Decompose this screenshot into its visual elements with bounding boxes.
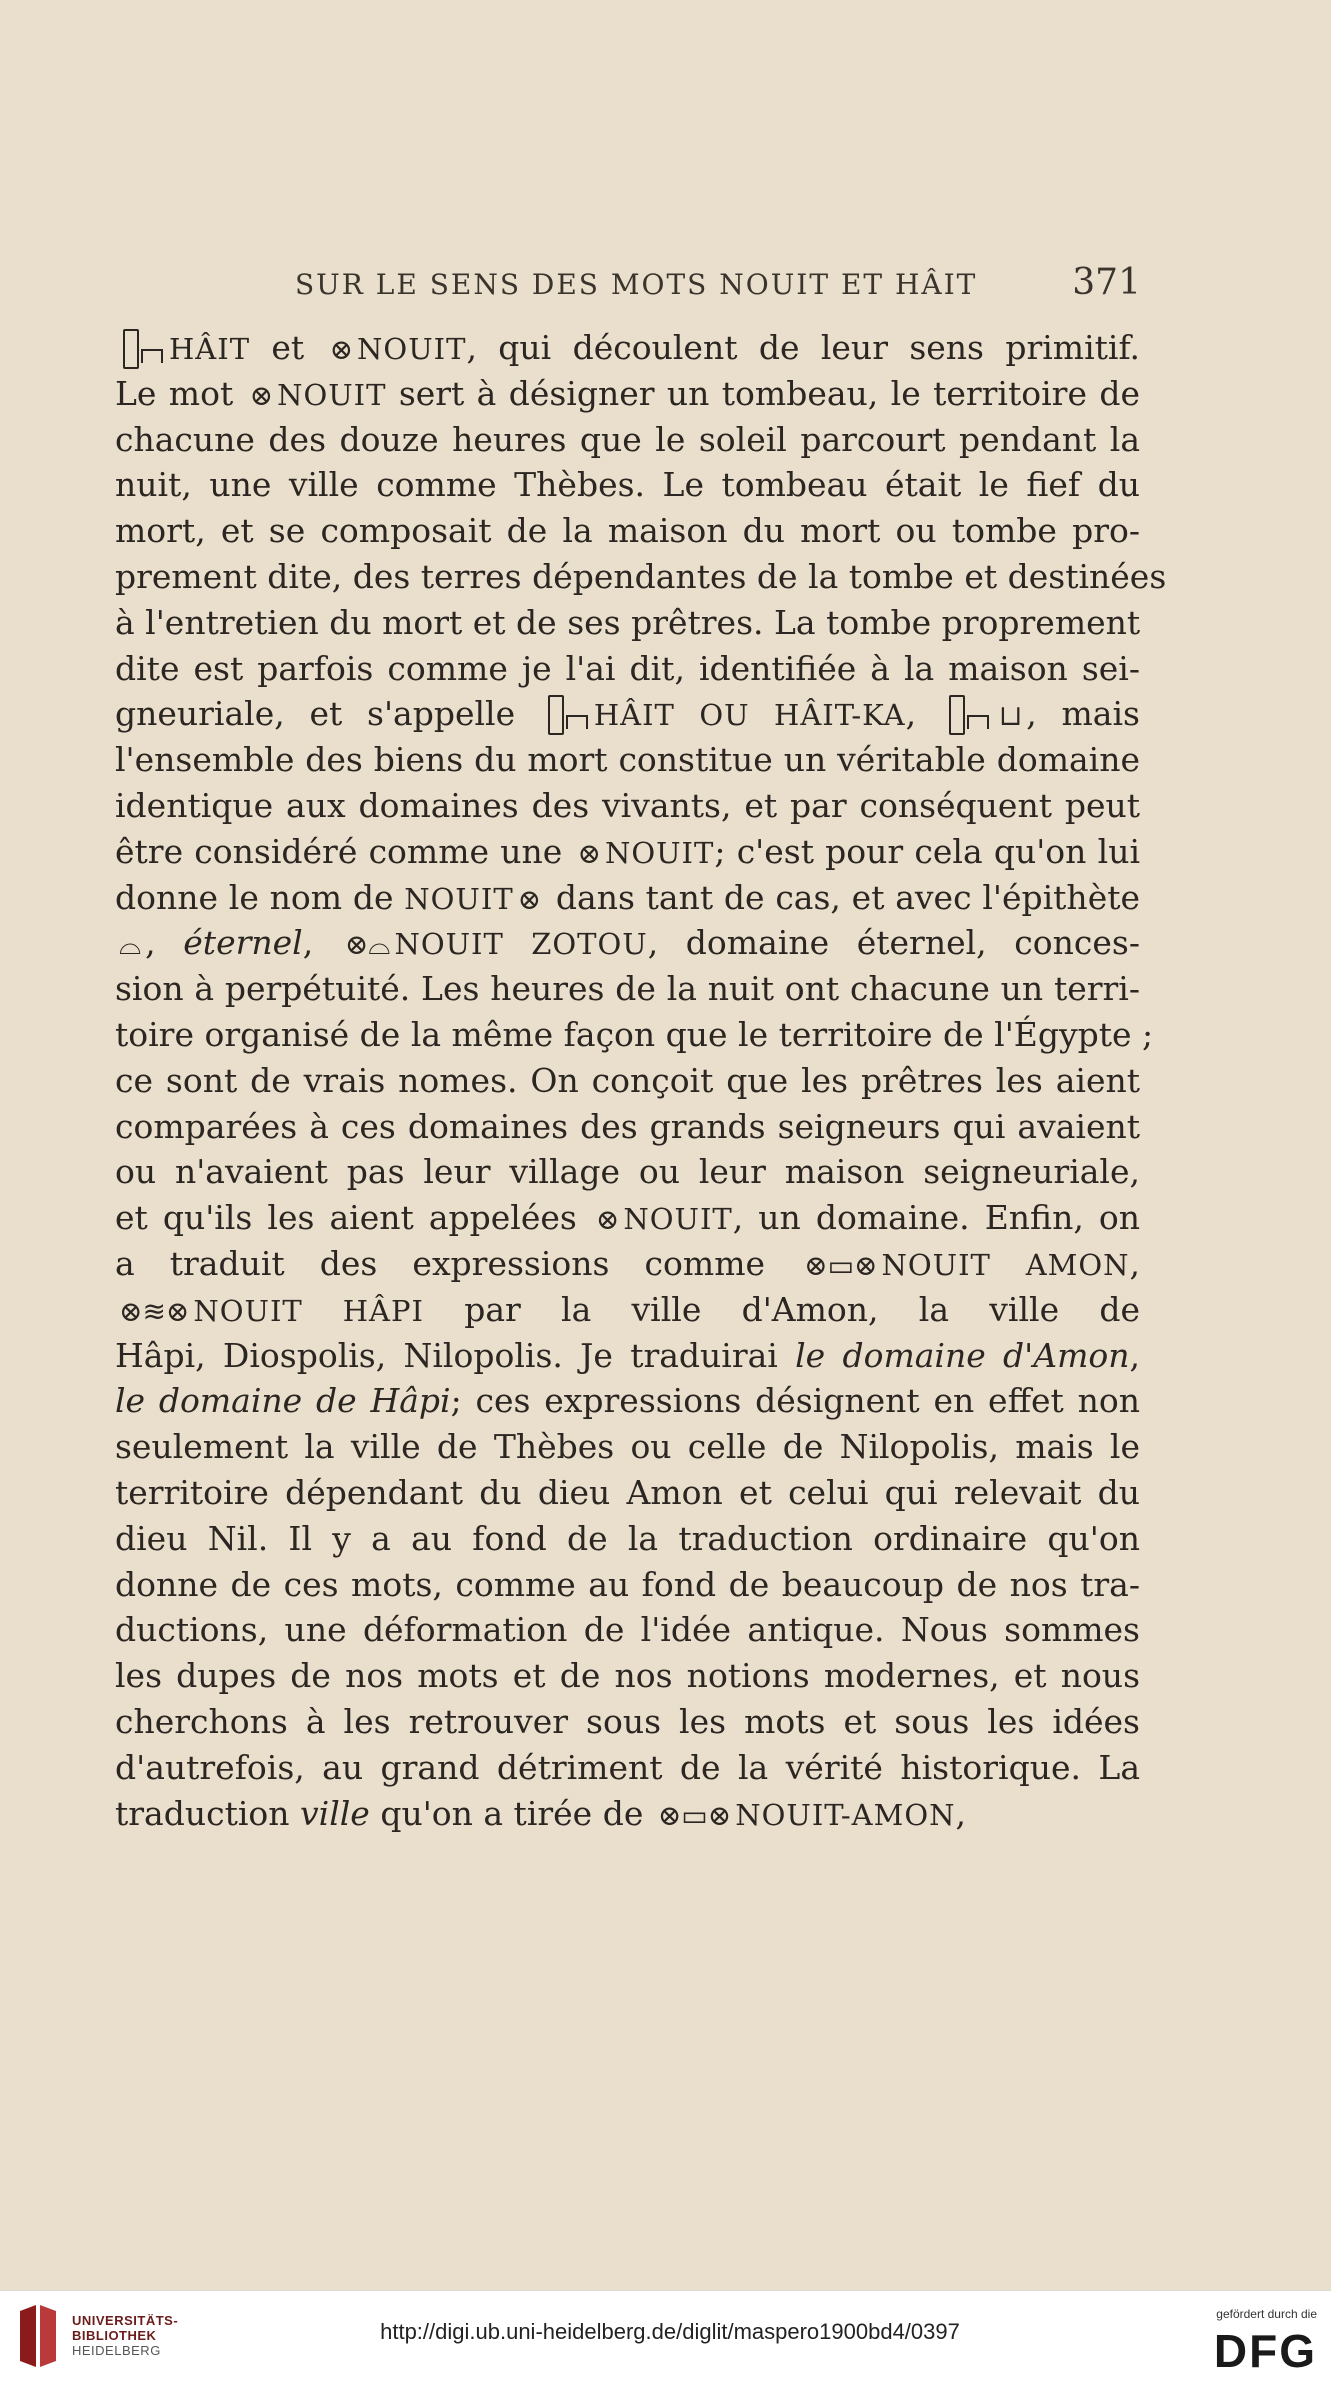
- hieroglyph-zotou-icon: ⌓: [119, 928, 142, 962]
- text-line: gneuriale, et s'appelle HÂIT OU HÂIT-KA, ⊔ , mais: [115, 691, 1140, 737]
- text-line: dieu Nil. Il y a au fond de la traduction ordinaire qu'on: [115, 1518, 1140, 1558]
- text-line: mort, et se composait de la maison du mort ou tombe pro-: [115, 511, 1140, 551]
- text-line: chacune des douze heures que le soleil parcourt pendant la: [115, 419, 1140, 459]
- running-head: [115, 262, 1141, 316]
- text-line: les dupes de nos mots et de nos notions modernes, et nous: [115, 1656, 1140, 1696]
- page-number: 371: [1072, 262, 1141, 303]
- text-line: être considéré comme une ⊗ NOUIT; c'est pour cela qu'on lui: [115, 831, 1141, 871]
- text-line: HÂIT et ⊗ NOUIT, qui découlent de leur sens primitif.: [115, 325, 1140, 371]
- text-line: territoire dépendant du dieu Amon et celui qui relevait du: [115, 1472, 1140, 1512]
- hieroglyph-nouit-icon: ⊗: [329, 333, 354, 366]
- text-line: nuit, une ville comme Thèbes. Le tombeau était le fief du: [115, 465, 1140, 505]
- hieroglyph-hait-icon: [119, 325, 165, 369]
- text-line: donne de ces mots, comme au fond de beaucoup de nos tra-: [115, 1564, 1140, 1604]
- text-line: cherchons à les retrouver sous les mots et sous les idées: [115, 1701, 1140, 1741]
- hieroglyph-nouit-icon: ⊗: [595, 1203, 620, 1237]
- hieroglyph-nouit-amon-icon: ⊗▭⊗: [657, 1798, 732, 1832]
- hieroglyph-amon-icon: ⊗▭⊗: [804, 1248, 878, 1282]
- text-line: a traduit des expressions comme ⊗▭⊗ NOUIT AMON,: [115, 1243, 1140, 1283]
- text-line: Le mot ⊗ NOUIT sert à désigner un tombeau, le territoire de: [115, 373, 1140, 413]
- text-line: traduction ville qu'on a tirée de ⊗▭⊗ NOUIT-AMON,: [115, 1793, 966, 1833]
- text-line: ce sont de vrais nomes. On conçoit que les prêtres les aient: [115, 1060, 1140, 1100]
- text-line: donne le nom de NOUIT ⊗ dans tant de cas, et avec l'épithète: [115, 877, 1141, 917]
- text-line: ductions, une déformation de l'idée antique. Nous sommes: [115, 1610, 1140, 1650]
- funding-caption: gefördert durch die: [1216, 2307, 1317, 2321]
- text-line: l'ensemble des biens du mort constitue un véritable domaine: [115, 740, 1140, 780]
- dfg-logo: DFG: [1213, 2325, 1317, 2377]
- hieroglyph-nouit-zotou-icon: ⊗⌓: [344, 928, 391, 962]
- text-line: le domaine de Hâpi; ces expressions désignent en effet non: [115, 1381, 1140, 1421]
- hieroglyph-nouit-icon: ⊗: [249, 378, 274, 412]
- university-library-logo-icon: [14, 2303, 62, 2373]
- hieroglyph-hait-ka-icon: [945, 691, 991, 735]
- hieroglyph-nouit-icon: ⊗: [517, 882, 542, 916]
- text-line: comparées à ces domaines des grands seigneurs qui avaient: [115, 1106, 1140, 1146]
- hieroglyph-hapi-icon: ⊗≋⊗: [119, 1294, 190, 1328]
- text-line: ⌓ , éternel, ⊗⌓ NOUIT ZOTOU, domaine éternel, conces-: [119, 923, 1140, 963]
- hieroglyph-hait-icon: [544, 691, 590, 735]
- hieroglyph-nouit-icon: ⊗: [577, 836, 601, 870]
- text-line: d'autrefois, au grand détriment de la vérité historique. La: [115, 1747, 1140, 1787]
- text-line: Hâpi, Diospolis, Nilopolis. Je traduirai le domaine d'Amon,: [115, 1335, 1140, 1375]
- text-line: et qu'ils les aient appelées ⊗ NOUIT, un domaine. Enfin, on: [115, 1198, 1140, 1238]
- text-line: dite est parfois comme je l'ai dit, identifiée à la maison sei-: [115, 648, 1140, 688]
- text-line: toire organisé de la même façon que le territoire de l'Égypte ;: [115, 1014, 1154, 1054]
- library-name: UNIVERSITÄTS- BIBLIOTHEK HEIDELBERG: [72, 2313, 179, 2358]
- permalink-url[interactable]: http://digi.ub.uni-heidelberg.de/diglit/maspero1900bd4/0397: [380, 2319, 960, 2344]
- text-line: prement dite, des terres dépendantes de la tombe et destinées: [115, 556, 1167, 596]
- text-line: identique aux domaines des vivants, et par conséquent peut: [115, 785, 1140, 825]
- viewer-footer: [0, 2290, 1331, 2387]
- hieroglyph-ka-arms-icon: ⊔: [998, 699, 1023, 733]
- text-line: seulement la ville de Thèbes ou celle de Nilopolis, mais le: [115, 1427, 1140, 1467]
- running-head-title: SUR LE SENS DES MOTS NOUIT ET HÂIT: [295, 268, 978, 301]
- text-line: ou n'avaient pas leur village ou leur maison seigneuriale,: [115, 1152, 1140, 1192]
- body-text: [115, 325, 1167, 1836]
- text-line: à l'entretien du mort et de ses prêtres. La tombe proprement: [115, 602, 1141, 642]
- text-line: sion à perpétuité. Les heures de la nuit ont chacune un terri-: [115, 969, 1140, 1009]
- text-line: ⊗≋⊗ NOUIT HÂPI par la ville d'Amon, la ville de: [119, 1289, 1141, 1329]
